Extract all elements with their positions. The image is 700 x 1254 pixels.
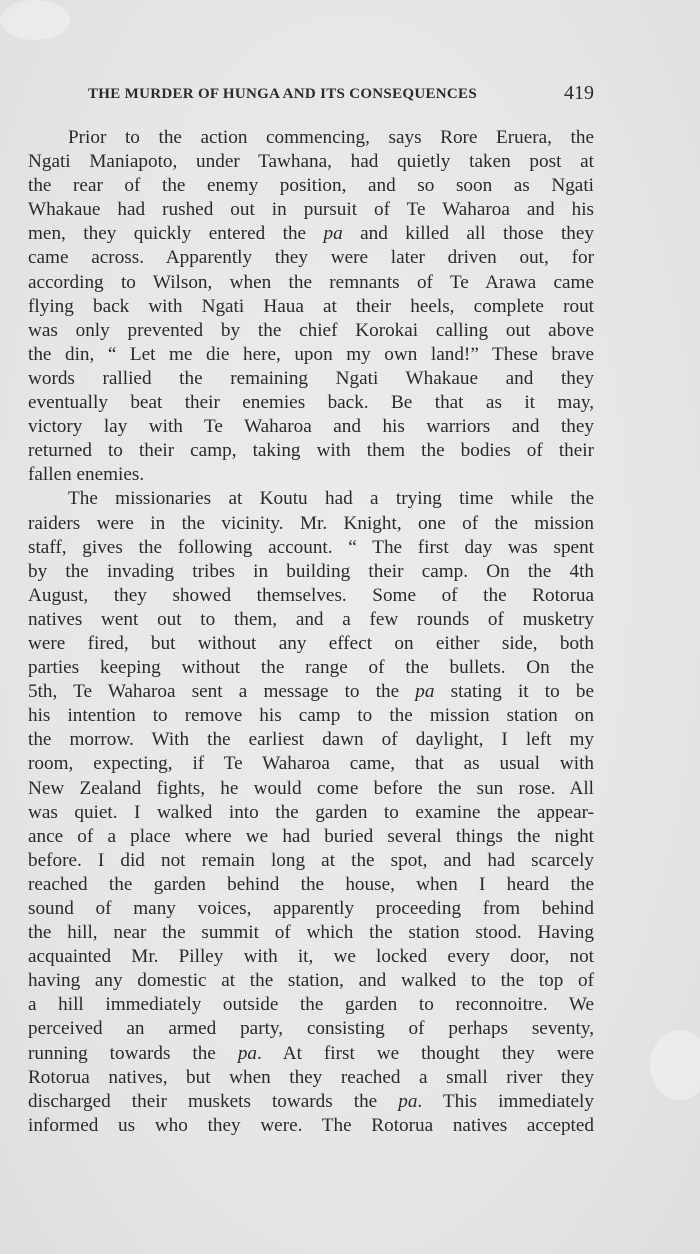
text-line: the din, “ Let me die here, upon my own land!” These brave [28, 343, 594, 365]
paragraph-1 [28, 126, 594, 487]
text-line: room, expecting, if Te Waharoa came, that as usual with [28, 753, 594, 775]
text-line: ance of a place where we had buried several things the night [28, 825, 594, 847]
text-line: according to Wilson, when the remnants of Te Arawa came [28, 271, 594, 293]
text-line: words rallied the remaining Ngati Whakaue and they [28, 367, 594, 389]
text-line: raiders were in the vicinity. Mr. Knight, one of the mission [28, 512, 594, 534]
text-line: Ngati Maniapoto, under Tawhana, had quietly taken post at [28, 151, 594, 173]
text-line: the rear of the enemy position, and so soon as Ngati [28, 175, 594, 197]
text-line: victory lay with Te Waharoa and his warriors and they [28, 416, 594, 438]
text-line: discharged their muskets towards the pa. This immediately [28, 1090, 594, 1112]
text-line: reached the garden behind the house, when I heard the [28, 873, 594, 895]
text-line: were fired, but without any effect on either side, both [28, 632, 594, 654]
text-line: Prior to the action commencing, says Rore Eruera, the [68, 127, 594, 148]
running-head: THE MURDER OF HUNGA AND ITS CONSEQUENCES [88, 86, 477, 102]
text-line: the hill, near the summit of which the station stood. Having [28, 922, 594, 944]
text-line: natives went out to them, and a few rounds of musketry [28, 608, 594, 630]
text-line: by the invading tribes in building their camp. On the 4th [28, 560, 594, 582]
text-line: men, they quickly entered the pa and killed all those they [28, 223, 594, 245]
paragraph-2 [28, 487, 594, 1138]
text-line: perceived an armed party, consisting of perhaps seventy, [28, 1018, 594, 1040]
text-line: flying back with Ngati Haua at their heels, complete rout [28, 295, 594, 317]
text-line: having any domestic at the station, and walked to the top of [28, 970, 594, 992]
text-line: a hill immediately outside the garden to reconnoitre. We [28, 994, 594, 1016]
text-line: Rotorua natives, but when they reached a small river they [28, 1066, 594, 1088]
text-line: The missionaries at Koutu had a trying time while the [68, 488, 594, 510]
text-line: the morrow. With the earliest dawn of daylight, I left my [28, 729, 594, 751]
text-line: Whakaue had rushed out in pursuit of Te Waharoa and his [28, 199, 594, 221]
text-line: returned to their camp, taking with them the bodies of their [28, 440, 594, 462]
text-line: parties keeping without the range of the bullets. On the [28, 657, 594, 679]
text-line: New Zealand fights, he would come before the sun rose. All [28, 777, 594, 799]
paper-blemish [650, 1030, 700, 1100]
text-line: acquainted Mr. Pilley with it, we locked every door, not [28, 946, 594, 968]
paper-blemish [0, 0, 70, 40]
text-line: running towards the pa. At first we thought they were [28, 1042, 594, 1064]
text-line: eventually beat their enemies back. Be that as it may, [28, 392, 594, 414]
body-text [28, 126, 594, 1138]
text-line: was only prevented by the chief Korokai calling out above [28, 319, 594, 341]
text-line: before. I did not remain long at the spot, and had scarcely [28, 849, 594, 871]
text-line: was quiet. I walked into the garden to examine the appear- [28, 801, 594, 823]
text-line: came across. Apparently they were later driven out, for [28, 247, 594, 269]
page-number: 419 [564, 82, 594, 104]
text-line: sound of many voices, apparently proceeding from behind [28, 898, 594, 919]
text-line: 5th, Te Waharoa sent a message to the pa stating it to be [28, 681, 594, 703]
text-line: his intention to remove his camp to the mission station on [28, 705, 594, 727]
page-header [88, 82, 598, 108]
text-line: informed us who they were. The Rotorua natives accepted [28, 1114, 594, 1136]
text-line: August, they showed themselves. Some of the Rotorua [28, 584, 594, 606]
text-line: fallen enemies. [28, 464, 145, 486]
text-line: staff, gives the following account. “ The first day was spent [28, 536, 594, 558]
